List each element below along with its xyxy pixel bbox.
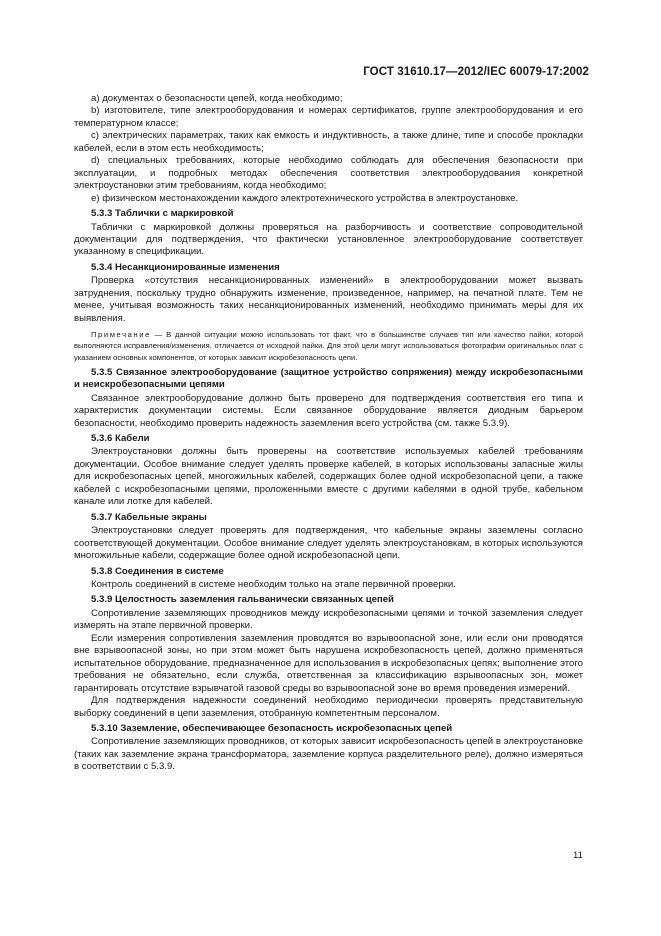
list-item-a: a) документах о безопасности цепей, когда необходимо; (91, 93, 343, 104)
paragraph: Контроль соединений в системе необходим только на этапе первичной проверки. (91, 579, 456, 591)
page-content (74, 93, 583, 774)
list-item-d: d) специальных требованиях, которые необходимо соблюдать для обеспечения безопасности при эксплуатации, и подробных методах обеспечения соответствия электрооборудования конкретной электроустановки этим требованиям, когда необходимо; (74, 155, 583, 192)
list-item-c: c) электрических параметрах, таких как емкость и индуктивность, а также длине, типе и способе прокладки кабелей, если в этом есть необходимость; (74, 130, 583, 154)
paragraph: Связанное электрооборудование должно быть проверено для подтверждения соответствия его типа и характеристик документации системы. Если связанное оборудование является диодным барьером безопасности, необходимо проверить надежность заземления всего устройства (см. также 5.3.9). (74, 392, 583, 429)
section-heading-5-3-8: 5.3.8 Соединения в системе (91, 565, 224, 577)
paragraph: Сопротивление заземляющих проводников, от которых зависит искробезопасность цепей в электроустановке (таких как заземление экрана трансформатора, заземление корпуса разделительного реле), должно измеряться в соответствии с 5.3.9. (74, 736, 583, 773)
section-heading-5-3-6: 5.3.6 Кабели (91, 433, 150, 445)
paragraph: Проверка «отсутствия несанкционированных изменений» в электрооборудовании может вызвать затруднения, поскольку трудно обнаружить изменение, произведенное, например, на печатной плате. Тем не менее, учитывая возможность таких несанкционированных изменений, необходимо принимать меры для их выявления. (74, 275, 583, 324)
section-heading-5-3-4: 5.3.4 Несанкционированные изменения (91, 261, 280, 273)
list-item-e: e) физическом местонахождении каждого электротехнического устройства в электроустановке. (91, 192, 519, 204)
section-heading-5-3-3: 5.3.3 Таблички с маркировкой (91, 208, 234, 220)
note (74, 329, 583, 363)
list-item-b: b) изготовителе, типе электрооборудования и номерах сертификатов, группе электрооборудования и его температурном классе; (74, 105, 583, 129)
paragraph: Электроустановки следует проверять для подтверждения, что кабельные экраны заземлены согласно соответствующей документации. Особое внимание следует уделять электроустановкам, в которых используются многожильные кабели, содержащие более одной искробезопасной цепи. (74, 525, 583, 562)
document-header: ГОСТ 31610.17—2012/IEC 60079-17:2002 (363, 66, 589, 78)
section-heading-5-3-10: 5.3.10 Заземление, обеспечивающее безопасность искробезопасных цепей (91, 723, 453, 734)
section-heading-5-3-5: 5.3.5 Связанное электрооборудование (защитное устройство сопряжения) между искробезопасными и неискробезопасными цепями (74, 366, 583, 391)
note-text: — В данной ситуации можно использовать тот факт, что в большинстве случаев тип или качество пайки, которой выполняются исправления/изменения, отличается от исходной пайки. Для этой цели могут использоваться фотографии оригинальных плат с указанием основных компонентов, от которых зависит искробезопасность цепи. (74, 330, 583, 362)
paragraph: Для подтверждения надежности соединений необходимо периодически проверять представительную выборку соединений в цепи заземления, отобранную компетентным персоналом. (74, 695, 583, 719)
paragraph: Если измерения сопротивления заземления проводятся во взрывоопасной зоне, или если они проводятся вне взрывоопасной зоны, но при этом может быть нарушена искробезопасность цепей, должно применяться испытательное оборудование, предназначенное для использования в искробезопасных цепях; выполнение этого требования не обязательно, если служба, ответственная за классификацию взрывоопасных зон, может гарантировать отсутствие взрывчатой газовой среды во взрывоопасной зоне во время проведения измерений. (74, 632, 583, 694)
paragraph: Сопротивление заземляющих проводников между искробезопасными цепями и точкой заземления следует измерять на этапе первичной проверки. (74, 607, 583, 632)
page-number: 11 (573, 850, 583, 861)
section-heading-5-3-9: 5.3.9 Целостность заземления гальванически связанных цепей (91, 594, 394, 606)
section-heading-5-3-7: 5.3.7 Кабельные экраны (91, 511, 207, 523)
paragraph: Таблички с маркировкой должны проверяться на разборчивость и соответствие сопроводительной документации для подтверждения, что фактически установленное электрооборудование соответствует указанному в спецификации. (74, 221, 583, 258)
paragraph: Электроустановки должны быть проверены на соответствие используемых кабелей требованиям документации. Особое внимание следует уделять проверке кабелей, в которых использованы запасные жилы для искробезопасных цепей, многожильных кабелей, содержащих более одной искробезопасной цепи, а также кабелей с искробезопасными цепями, проложенными вместе с другими кабелями в одной трубе, кабельном канале или лотке для кабелей. (74, 446, 583, 508)
note-label: Примечание (91, 330, 151, 340)
